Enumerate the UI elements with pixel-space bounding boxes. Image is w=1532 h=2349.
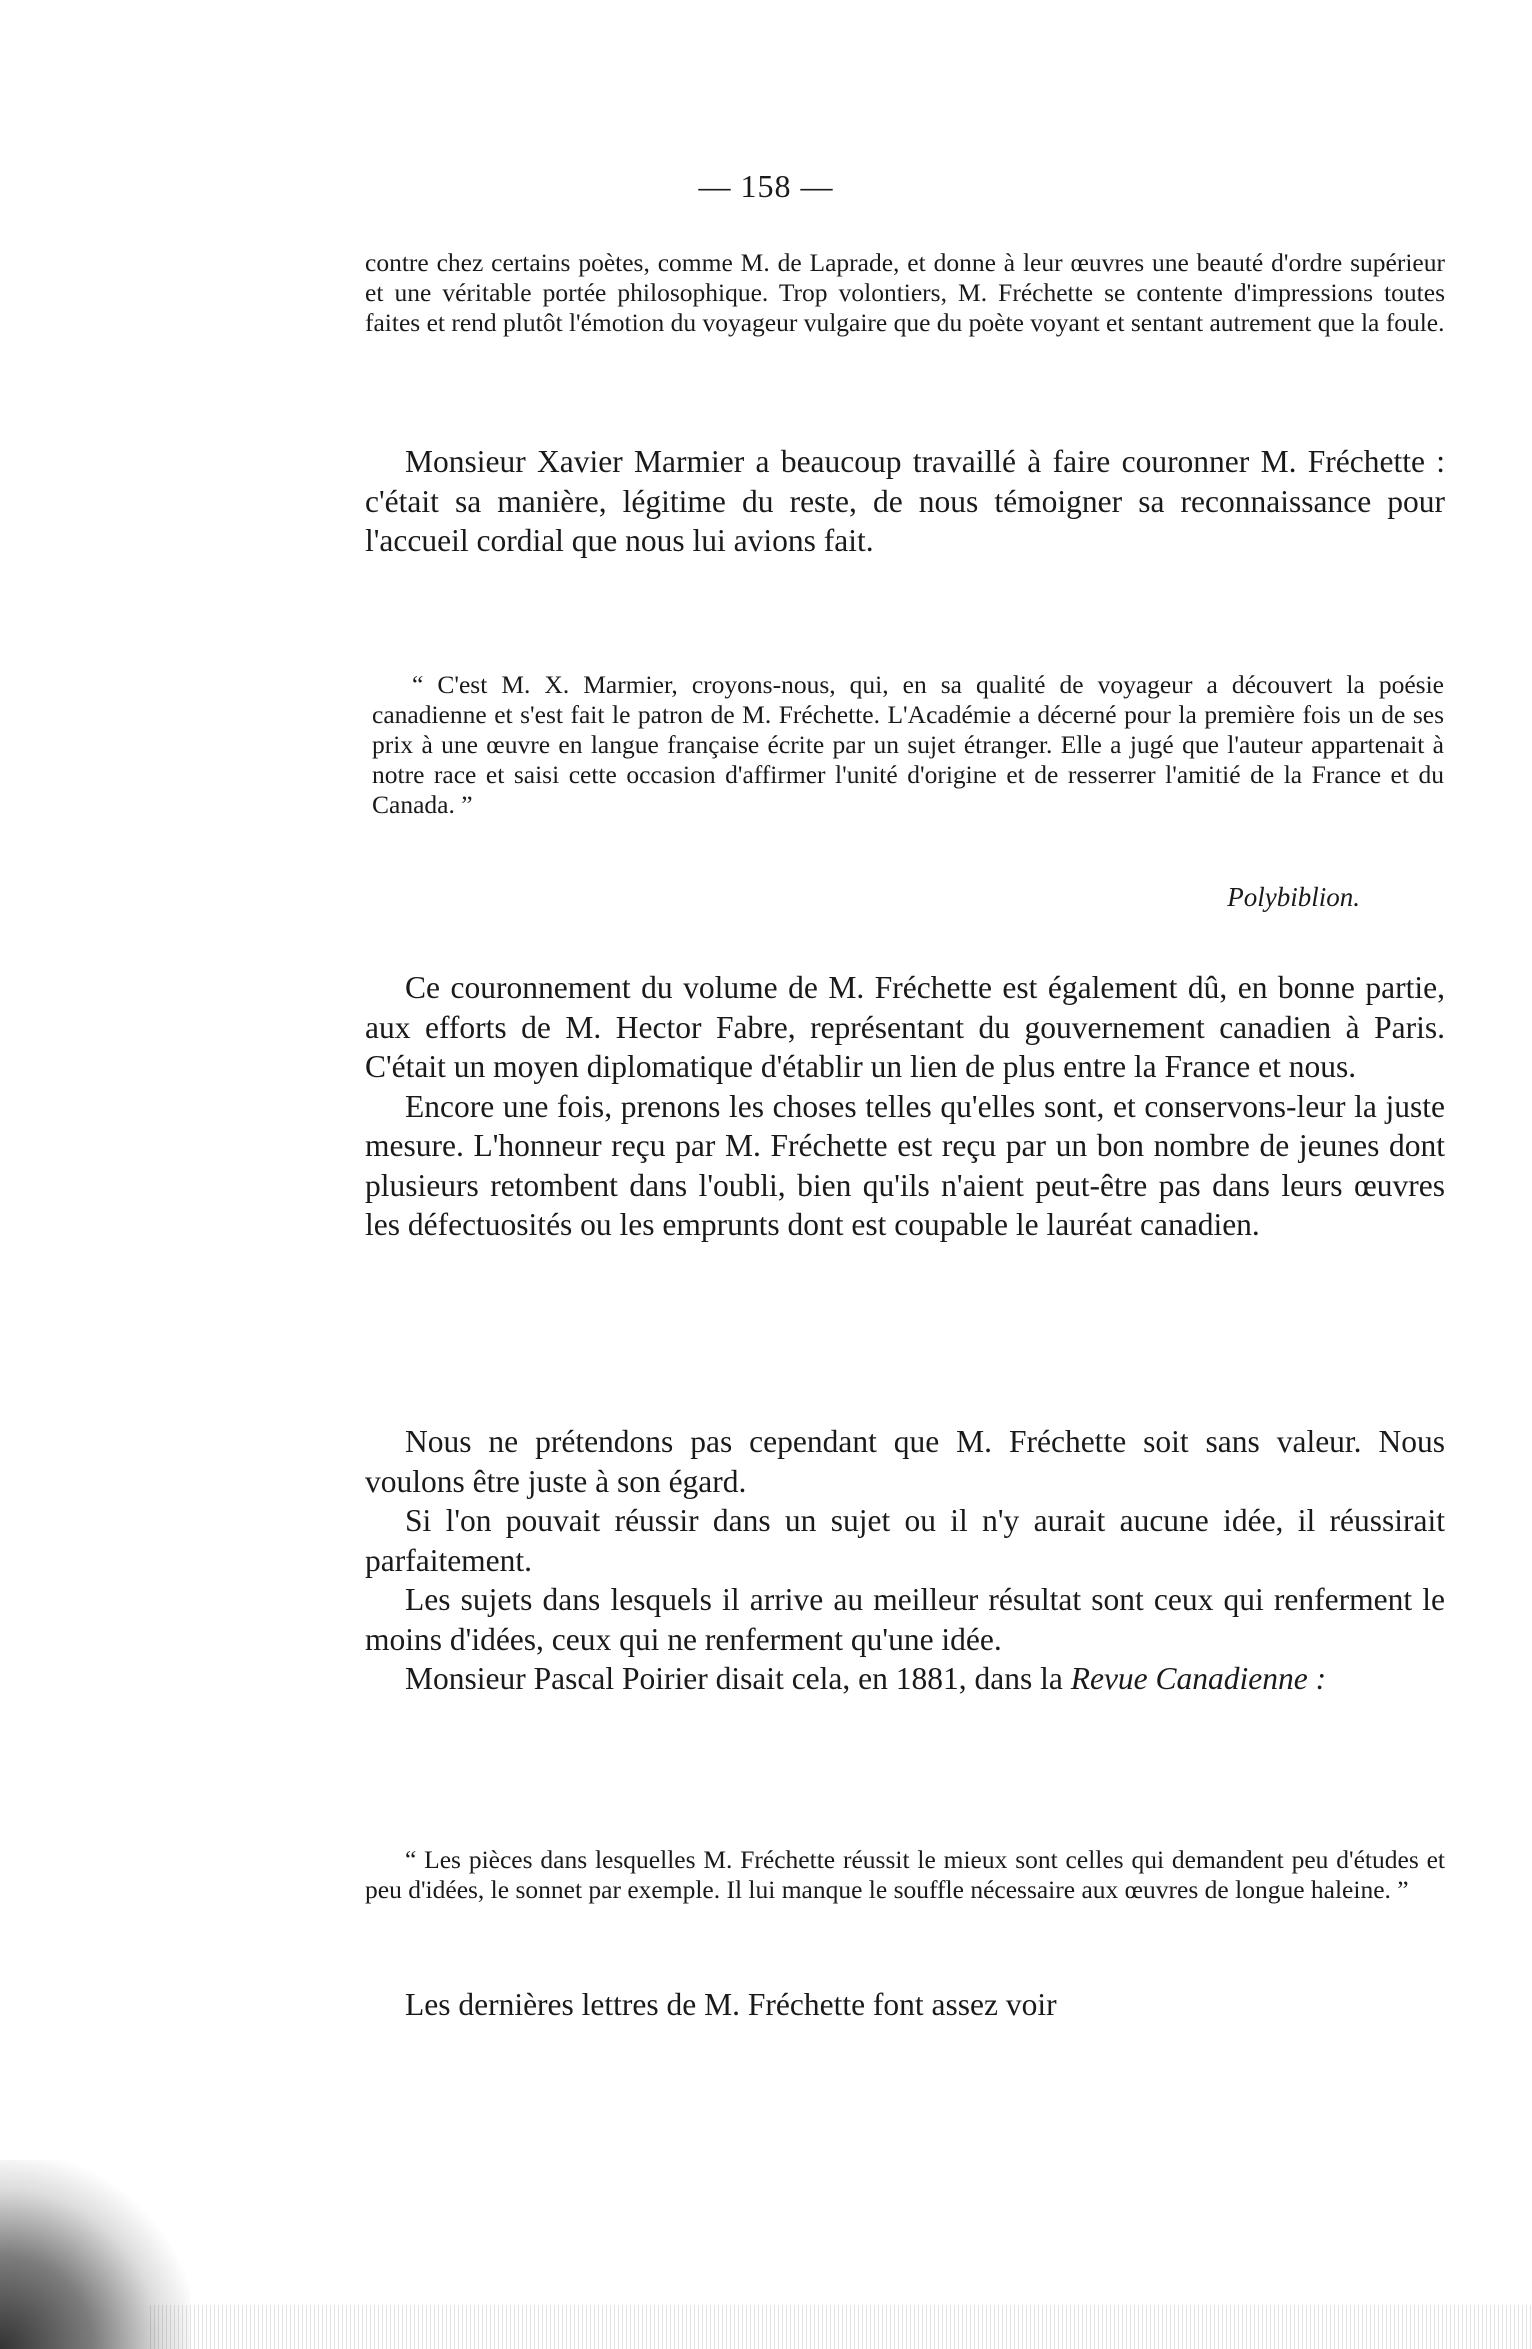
quote-text: “ Les pièces dans lesquelles M. Fréchette réussit le mieux sont celles qui demandent peu d'études et peu d'idées, le sonnet par exemple. Il lui manque le souffle nécessaire aux œuvres de longue haleine. ” — [365, 1845, 1445, 1904]
paragraph-text: Si l'on pouvait réussir dans un sujet ou il n'y aurait aucune idée, il réussirait parfaitement. — [365, 1503, 1445, 1578]
paragraph-dernieres-lettres — [365, 1985, 1445, 2025]
paragraph-poets — [365, 248, 1445, 338]
paragraph-valeur — [365, 1422, 1445, 1699]
paragraph-text: Nous ne prétendons pas cependant que M. Fréchette soit sans valeur. Nous voulons être juste à son égard. — [365, 1424, 1445, 1499]
paragraph-text: Les sujets dans lesquels il arrive au meilleur résultat sont ceux qui renferment le moins d'idées, ceux qui ne renferment qu'une idée. — [365, 1582, 1445, 1657]
paragraph-text: Encore une fois, prenons les choses telles qu'elles sont, et conservons-leur la juste mesure. L'honneur reçu par M. Fréchette est reçu par un bon nombre de jeunes dont plusieurs retombent dans l'oubli, bien qu'ils n'aient peut-être pas dans leurs œuvres les défectuosités ou les emprunts dont est coupable le lauréat canadien. — [365, 1088, 1445, 1242]
page-number: — 158 — — [698, 168, 834, 204]
quote-attribution: Polybiblion. — [1227, 882, 1360, 912]
paragraph-text — [365, 1659, 1445, 1699]
paragraph-text: Les dernières lettres de M. Fréchette font assez voir — [405, 1987, 1057, 2022]
quote-text: “ C'est M. X. Marmier, croyons-nous, qui, en sa qualité de voyageur a découvert la poésie canadienne et s'est fait le patron de M. Fréchette. L'Académie a décerné pour la première fois un de ses prix à une œuvre en langue française écrite par un sujet étranger. Elle a jugé que l'auteur appartenait à notre race et saisi cette occasion d'affirmer l'unité d'origine et de resserrer l'amitié de la France et du Canada. ” — [372, 670, 1444, 819]
paragraph-text: Monsieur Pascal Poirier disait cela, en 1881, dans la — [405, 1661, 1071, 1696]
quote-poirier — [365, 1845, 1445, 1905]
journal-title: Revue Canadienne : — [1070, 1661, 1327, 1696]
scan-noise — [150, 2305, 1532, 2349]
paragraph-text: Ce couronnement du volume de M. Fréchette est également dû, en bonne partie, aux efforts de M. Hector Fabre, représentant du gouvernement canadien à Paris. C'était un moyen diplomatique d'établir un lien de plus entre la France et nous. — [365, 970, 1445, 1084]
paragraph-text: contre chez certains poètes, comme M. de Laprade, et donne à leur œuvres une beauté d'ordre supérieur et une véritable portée philosophique. Trop volontiers, M. Fréchette se contente d'impressions toutes faites et rend plutôt l'émotion du voyageur vulgaire que du poète voyant et sentant autrement que la foule. — [365, 248, 1445, 337]
quote-polybiblion — [372, 670, 1444, 820]
paragraph-marmier — [365, 442, 1445, 561]
paragraph-couronnement — [365, 968, 1445, 1245]
paragraph-text: Monsieur Xavier Marmier a beaucoup travaillé à faire couronner M. Fréchette : c'était sa manière, légitime du reste, de nous témoigner sa reconnaissance pour l'accueil cordial que nous lui avions fait. — [365, 444, 1445, 558]
